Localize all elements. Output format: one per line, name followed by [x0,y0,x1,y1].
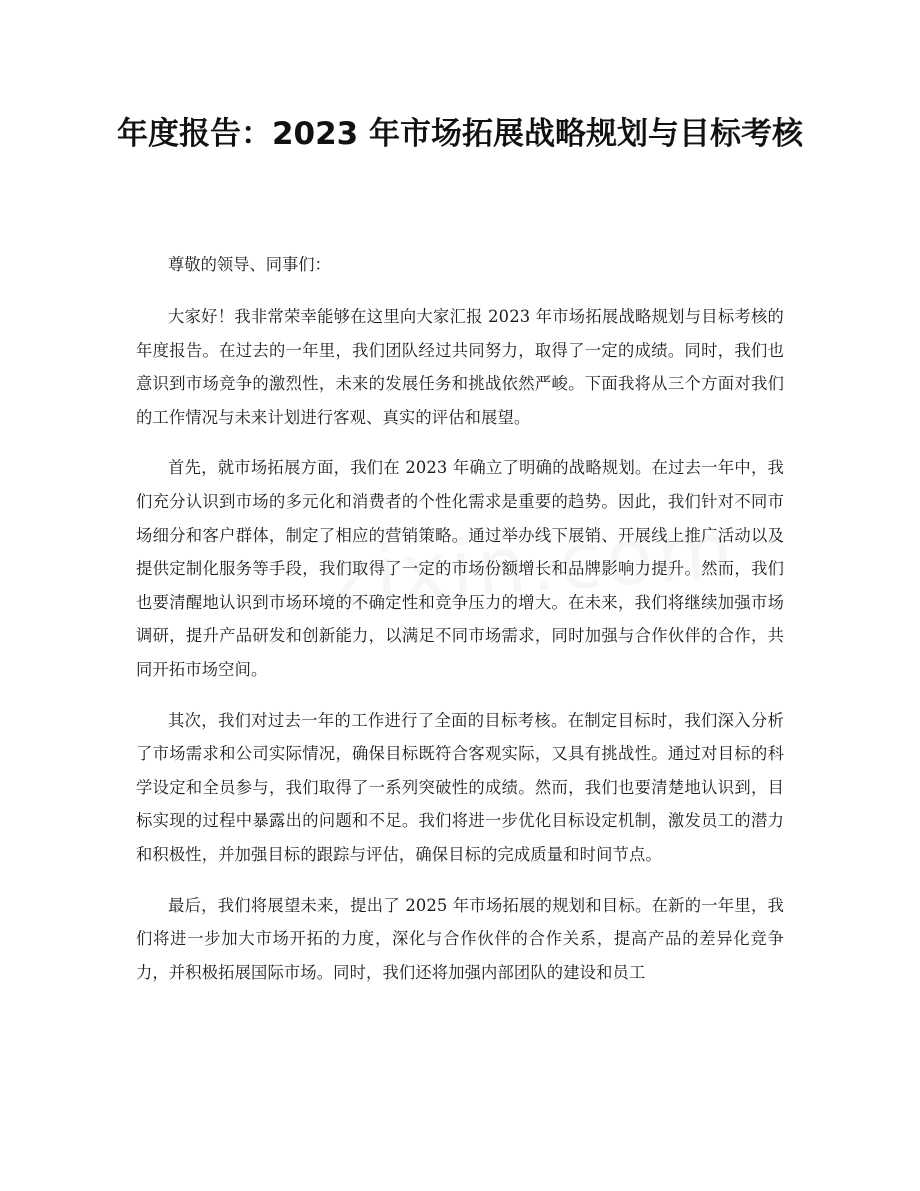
paragraph-market-expansion: 首先，就市场拓展方面，我们在 2023 年确立了明确的战略规划。在过去一年中，我们充分认识到市场的多元化和消费者的个性化需求是重要的趋势。因此，我们针对不同市场细分和客户群体，制定了相应的营销策略。通过举办线下展销、开展线上推广活动以及提供定制化服务等手段，我们取得了一定的市场份额增长和品牌影响力提升。然而，我们也要清醒地认识到市场环境的不确定性和竞争压力的增大。在未来，我们将继续加强市场调研，提升产品研发和创新能力，以满足不同市场需求，同时加强与合作伙伴的合作，共同开拓市场空间。 [136,458,784,679]
paragraph-outlook: 最后，我们将展望未来，提出了 2025 年市场拓展的规划和目标。在新的一年里，我们将进一步加大市场开拓的力度，深化与合作伙伴的合作关系，提高产品的差异化竞争力，并积极拓展国际市场。同时，我们还将加强内部团队的建设和员工 [136,895,784,982]
paragraph-intro: 大家好！我非常荣幸能够在这里向大家汇报 2023 年市场拓展战略规划与目标考核的年度报告。在过去的一年里，我们团队经过共同努力，取得了一定的成绩。同时，我们也意识到市场竞争的激烈性，未来的发展任务和挑战依然严峻。下面我将从三个方面对我们的工作情况与未来计划进行客观、真实的评估和展望。 [136,307,784,427]
document-body [136,248,784,1006]
salutation: 尊敬的领导、同事们： [168,255,331,274]
paragraph-target-assessment: 其次，我们对过去一年的工作进行了全面的目标考核。在制定目标时，我们深入分析了市场需求和公司实际情况，确保目标既符合客观实际，又具有挑战性。通过对目标的科学设定和全员参与，我们取得了一系列突破性的成绩。然而，我们也要清楚地认识到，目标实现的过程中暴露出的问题和不足。我们将进一步优化目标设定机制，激发员工的潜力和积极性，并加强目标的跟踪与评估，确保目标的完成质量和时间节点。 [136,710,784,864]
page-title: 年度报告：2023 年市场拓展战略规划与目标考核 [116,116,804,152]
